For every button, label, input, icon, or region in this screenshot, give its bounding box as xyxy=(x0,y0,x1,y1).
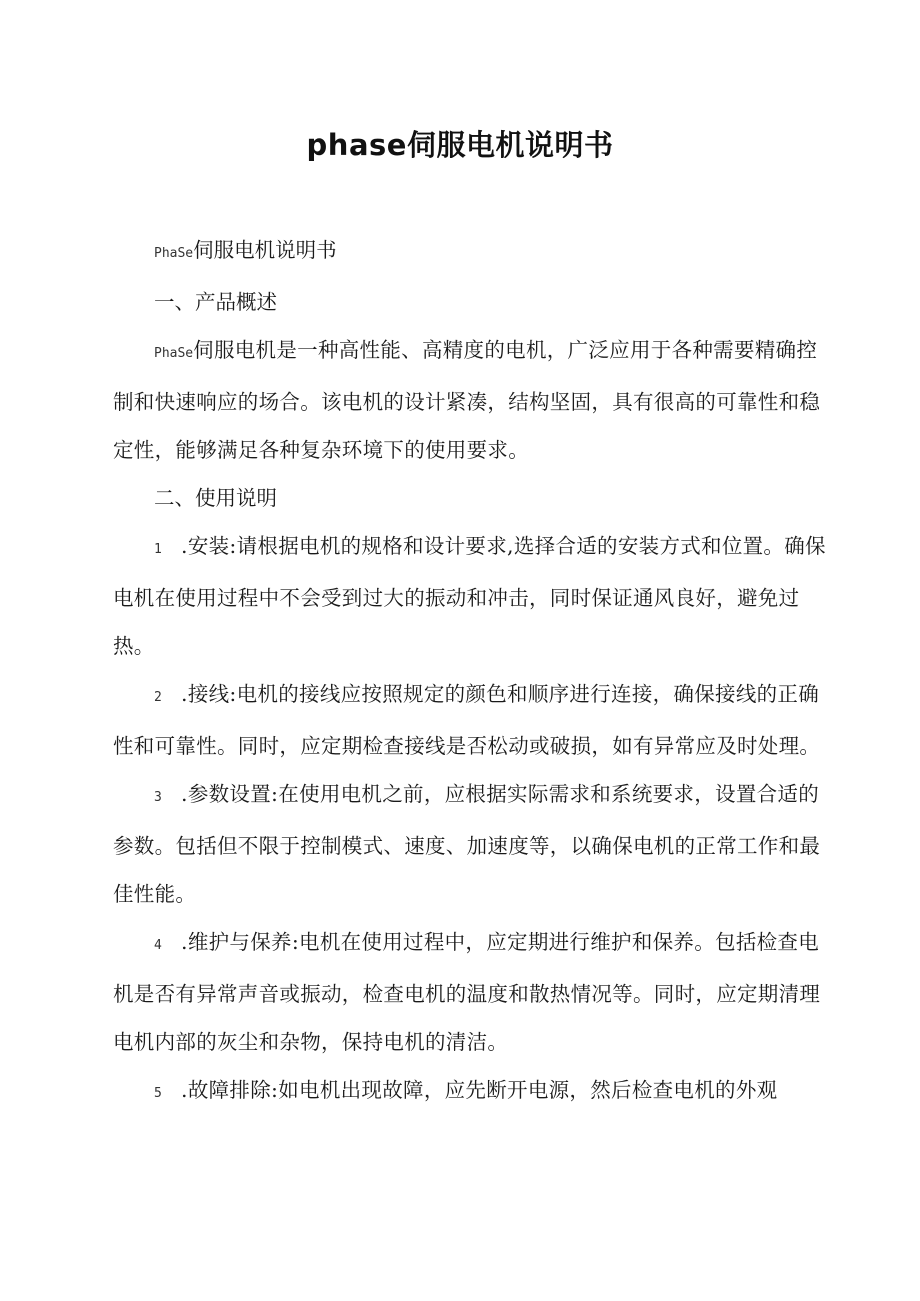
item-number: 4 xyxy=(154,938,163,953)
usage-item-parameters xyxy=(113,770,833,918)
item-text: .参数设置:在使用电机之前，应根据实际需求和系统要求，设置合适的参数。包括但不限于控制模式、速度、加速度等，以确保电机的正常工作和最佳性能。 xyxy=(113,782,821,906)
item-number: 1 xyxy=(154,542,163,557)
section-heading-overview: 一、产品概述 xyxy=(154,290,277,314)
item-number: 2 xyxy=(154,690,163,705)
page-title: phase伺服电机说明书 xyxy=(306,128,614,162)
document-body xyxy=(113,226,833,1118)
usage-item-maintenance xyxy=(113,918,833,1066)
item-text: .维护与保养:电机在使用过程中，应定期进行维护和保养。包括检查电机是否有异常声音或振动，检查电机的温度和散热情况等。同时，应定期清理电机内部的灰尘和杂物，保持电机的清洁。 xyxy=(113,930,821,1054)
usage-item-wiring xyxy=(113,670,833,770)
subtitle-line xyxy=(113,226,833,278)
overview-paragraph xyxy=(113,326,833,474)
item-number: 5 xyxy=(154,1086,163,1101)
item-text: .接线:电机的接线应按照规定的颜色和顺序进行连接，确保接线的正确性和可靠性。同时，应定期检查接线是否松动或破损，如有异常应及时处理。 xyxy=(113,682,821,758)
overview-brand: PhaSe xyxy=(154,346,194,361)
item-text: .安装:请根据电机的规格和设计要求,选择合适的安装方式和位置。确保电机在使用过程中不会受到过大的振动和冲击，同时保证通风良好，避免过热。 xyxy=(113,534,826,658)
overview-text: 伺服电机是一种高性能、高精度的电机，广泛应用于各种需要精确控制和快速响应的场合。该电机的设计紧凑，结构坚固，具有很高的可靠性和稳定性，能够满足各种复杂环境下的使用要求。 xyxy=(113,338,821,462)
subtitle-brand: PhaSe xyxy=(154,246,194,261)
usage-item-install xyxy=(113,522,833,670)
item-number: 3 xyxy=(154,790,163,805)
item-text: .故障排除:如电机出现故障，应先断开电源，然后检查电机的外观 xyxy=(181,1078,778,1102)
usage-item-troubleshooting xyxy=(113,1066,833,1118)
subtitle-text: 伺服电机说明书 xyxy=(193,238,337,262)
section-heading-usage: 二、使用说明 xyxy=(154,486,277,510)
